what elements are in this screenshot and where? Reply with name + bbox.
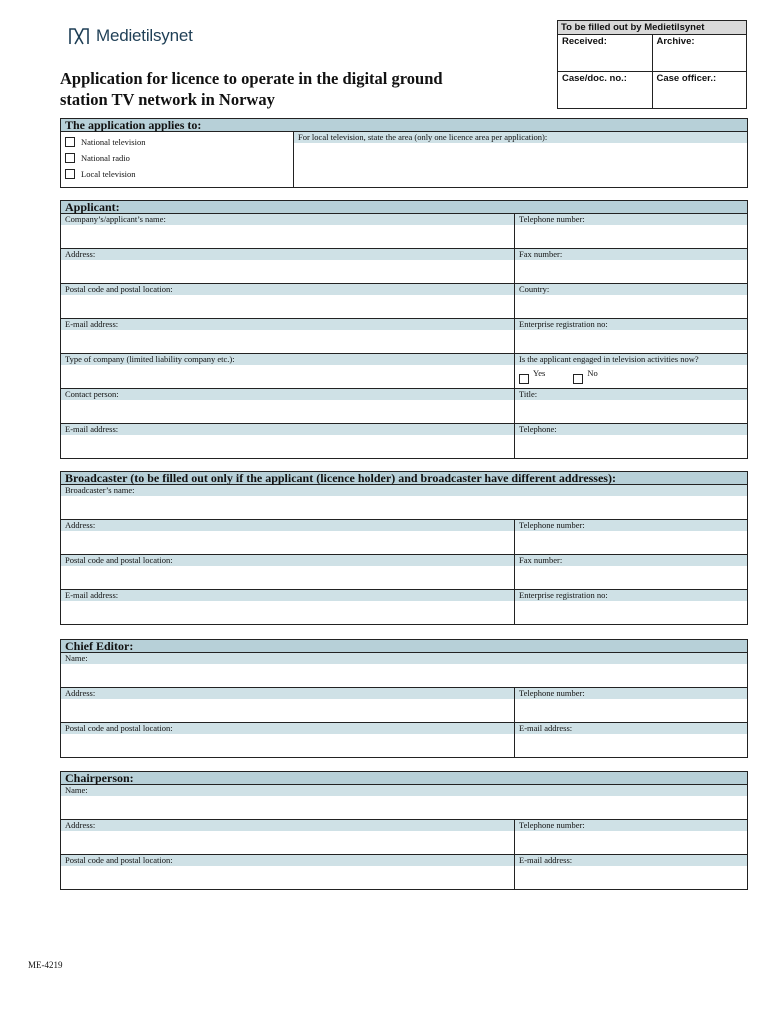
option-local-tv[interactable]: Local television — [61, 166, 293, 182]
field[interactable]: E-mail address: — [515, 723, 747, 757]
field[interactable]: Telephone number: — [515, 688, 747, 722]
logo — [68, 26, 193, 46]
field[interactable]: Postal code and postal location: — [61, 284, 515, 318]
tv-activity-field: Is the applicant engaged in television activities now? Yes No — [515, 354, 747, 388]
chief-editor-section — [60, 639, 748, 758]
applies-header: The application applies to: — [61, 119, 747, 132]
option-national-tv[interactable]: National television — [61, 134, 293, 150]
field[interactable]: E-mail address: — [61, 590, 515, 624]
field[interactable]: Address: — [61, 688, 515, 722]
field[interactable]: Telephone: — [515, 424, 747, 458]
option-national-radio[interactable]: National radio — [61, 150, 293, 166]
field[interactable]: Address: — [61, 820, 515, 854]
field[interactable]: Name: — [61, 653, 747, 687]
field[interactable]: E-mail address: — [61, 319, 515, 353]
field[interactable]: Address: — [61, 249, 515, 283]
applicant-section — [60, 200, 748, 459]
field[interactable]: Fax number: — [515, 249, 747, 283]
broadcaster-section — [60, 471, 748, 625]
field[interactable]: Broadcaster’s name: — [61, 485, 747, 519]
checkbox[interactable] — [519, 374, 529, 384]
logo-text: Medietilsynet — [96, 26, 193, 45]
field[interactable]: Telephone number: — [515, 820, 747, 854]
medietilsynet-logo-icon — [68, 26, 90, 46]
checkbox[interactable] — [573, 374, 583, 384]
field[interactable]: Country: — [515, 284, 747, 318]
local-area-field[interactable] — [294, 132, 747, 187]
option-no[interactable]: No — [573, 368, 597, 384]
field[interactable]: Fax number: — [515, 555, 747, 589]
field[interactable]: Telephone number: — [515, 520, 747, 554]
office-use-header: To be filled out by Medietilsynet — [558, 21, 746, 35]
office-use-box — [557, 20, 747, 109]
field[interactable]: Postal code and postal location: — [61, 855, 515, 889]
checkbox[interactable] — [65, 137, 75, 147]
case-no-field[interactable]: Case/doc. no.: — [562, 73, 627, 84]
chief-editor-header: Chief Editor: — [61, 640, 747, 653]
applies-section — [60, 118, 748, 188]
case-officer-field[interactable]: Case officer.: — [652, 72, 747, 108]
chairperson-section — [60, 771, 748, 890]
local-area-label: For local television, state the area (only one licence area per application): — [294, 132, 747, 143]
field[interactable]: E-mail address: — [61, 424, 515, 458]
checkbox[interactable] — [65, 153, 75, 163]
field[interactable]: Company’s/applicant’s name: — [61, 214, 515, 248]
field[interactable]: Address: — [61, 520, 515, 554]
field[interactable]: Enterprise registration no: — [515, 590, 747, 624]
field[interactable]: Name: — [61, 785, 747, 819]
archive-field[interactable]: Archive: — [652, 35, 747, 71]
form-code: ME-4219 — [28, 960, 63, 970]
chairperson-header: Chairperson: — [61, 772, 747, 785]
field[interactable]: Contact person: — [61, 389, 515, 423]
field[interactable]: Telephone number: — [515, 214, 747, 248]
field[interactable]: Enterprise registration no: — [515, 319, 747, 353]
applicant-header: Applicant: — [61, 201, 747, 214]
field[interactable]: Title: — [515, 389, 747, 423]
received-field[interactable]: Received: — [562, 36, 607, 47]
field[interactable]: E-mail address: — [515, 855, 747, 889]
broadcaster-header: Broadcaster (to be filled out only if the applicant (licence holder) and broadcaster have different addresses): — [61, 472, 747, 485]
field[interactable]: Postal code and postal location: — [61, 555, 515, 589]
option-yes[interactable]: Yes — [519, 368, 545, 384]
page-title: Application for licence to operate in the digital ground station TV network in Norway — [60, 69, 443, 109]
field[interactable]: Type of company (limited liability company etc.): — [61, 354, 515, 388]
field[interactable]: Postal code and postal location: — [61, 723, 515, 757]
checkbox[interactable] — [65, 169, 75, 179]
